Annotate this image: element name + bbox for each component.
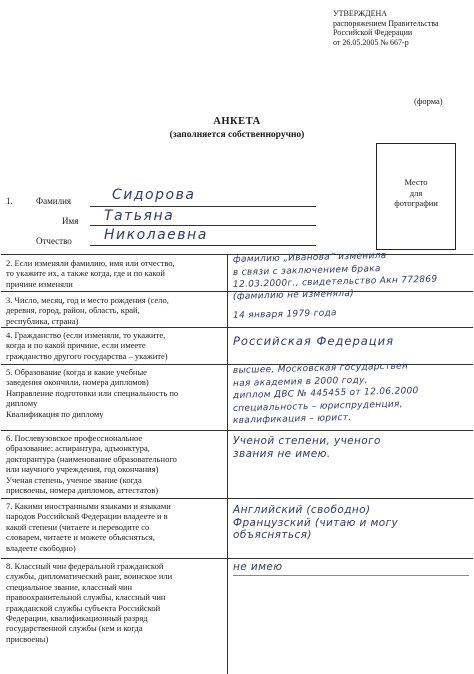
document-title: АНКЕТА [213, 116, 261, 127]
name-underline [90, 225, 316, 226]
surname-underline [90, 206, 316, 207]
answer-2[interactable]: фамилию „Иванова“ изменила в связи с заключением брака 12.03.2000г., свидетельство Aкн 772869 [232, 250, 438, 290]
row-divider [1, 498, 473, 499]
approval-line: УТВЕРЖДЕНА [333, 9, 388, 18]
question-8: 8. Классный чин федеральной гражданской службы, дипломатический ранг, воинское или специальное звание, классный чин правоохранительной службы, классный чин гражданской службы субъекта Российской Федерации, квалификационный разряд государственной службы (кем и когда присвоены) [6, 561, 173, 644]
approval-line: от 26.05.2005 № 667-р [333, 37, 409, 47]
question-7: 7. Какими иностранными языками и языками народов Российской Федерации владеете и в какой степени (читаете и переводите со словарем, читаете и можете объясняться, владеете свободно) [6, 501, 171, 553]
patronymic-label: Отчество [36, 236, 72, 246]
row-divider [1, 327, 473, 328]
photo-box-label: Место для фотографии [394, 177, 438, 208]
document-subtitle: (заполняется собственноручно) [169, 130, 305, 140]
approval-line: Российской Федерации [333, 28, 413, 38]
answer-5[interactable]: высшее, Московская государствен ная академия в 2000 году, диплом ДВС № 445455 от 12.06.2000 специальность – юриспруденция, квалификация – юрист. [232, 361, 419, 426]
answer-4[interactable]: Российская Федерация [233, 334, 395, 348]
surname-label: Фамилия [36, 196, 72, 206]
questionnaire-table [1, 250, 473, 674]
surname-value[interactable]: Сидорова [112, 187, 196, 203]
form-label: (форма) [414, 96, 443, 106]
column-divider [227, 255, 228, 674]
row-divider [1, 558, 473, 559]
question-6: 6. Послевузовское профессиональное образование: аспирантура, адъюнктура, докторантура (наименование образовательного или научного учреждения, год окончания) Ученая степень, ученое звание (когда присвоены, номера дипломов, аттестатов) [6, 433, 177, 496]
question-3: 3. Число, месяц, год и место рождения (село, деревня, город, район, область, край, республика, страна) [6, 295, 169, 326]
patronymic-value[interactable]: Николаевна [104, 227, 208, 243]
answer-guide-line [233, 575, 469, 576]
name-label: Имя [62, 216, 79, 226]
approval-line: распоряжением Правительства [333, 18, 439, 28]
row-divider [1, 430, 473, 431]
q1-number: 1. [6, 196, 13, 206]
question-2: 2. Если изменяли фамилию, имя или отчество, то укажите их, а также когда, где и по какой причине изменяли [6, 258, 175, 289]
approval-stamp [333, 9, 439, 47]
answer-6[interactable]: Ученой степени, ученого звания не имею. [233, 435, 381, 460]
patronymic-underline [90, 245, 316, 246]
answer-7[interactable]: Английский (свободно) Французский (читаю и могу объясняться) [233, 504, 399, 541]
question-4: 4. Гражданство (если изменяли, то укажите, когда и по какой причине, если имеете гражданство другого государства – укажите) [6, 330, 168, 361]
answer-8[interactable]: не имею [233, 561, 469, 574]
photo-box [376, 143, 456, 250]
name-value[interactable]: Татьяна [104, 208, 175, 224]
answer-3[interactable]: (фамилию не изменяла) 14 января 1979 года [232, 288, 355, 321]
question-5: 5. Образование (когда и какие учебные заведения окончили, номера дипломов) Направление подготовки или специальность по диплому Квалификация по диплому [6, 367, 179, 419]
